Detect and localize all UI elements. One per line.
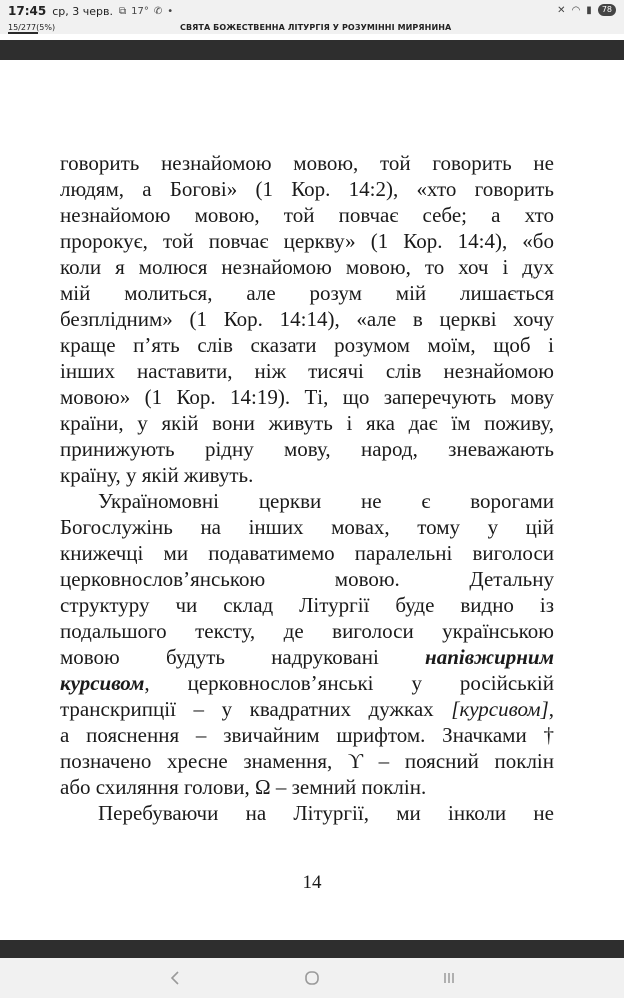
text-run: , церковнослов’янські у російській bbox=[144, 671, 554, 695]
text-line: мовою» (1 Кор. 14:19). Ті, що заперечують мову bbox=[60, 385, 554, 409]
text-line: безплідним» (1 Кор. 14:14), «але в церкві хочу bbox=[60, 307, 554, 331]
italic-text: [курсивом] bbox=[451, 697, 549, 721]
bold-italic-text: курсивом bbox=[60, 671, 145, 695]
text-line bbox=[60, 670, 554, 696]
text-run: , bbox=[548, 697, 554, 721]
bold-italic-text: напівжирним bbox=[425, 645, 554, 669]
home-circle-icon bbox=[304, 970, 320, 986]
text-run: транскрипції – у квадратних дужках bbox=[60, 697, 434, 721]
status-right bbox=[557, 4, 616, 16]
text-line: структуру чи склад Літургії буде видно із bbox=[60, 593, 554, 617]
text-line: краще п’ять слів сказати розумом моїм, щоб і bbox=[60, 333, 554, 357]
date: ср, 3 черв. bbox=[52, 4, 113, 18]
text-line: говорить незнайомою мовою, той говорить не bbox=[60, 151, 554, 175]
viber-icon: ✆ bbox=[153, 5, 163, 17]
text-line: а пояснення – звичайним шрифтом. Значками † bbox=[60, 723, 554, 747]
status-icons bbox=[119, 6, 173, 17]
reader-header bbox=[0, 22, 624, 34]
text-line: Україномовні церкви не є ворогами bbox=[98, 489, 554, 513]
text-line: незнайомою мовою, той повчає себе; а хто bbox=[60, 203, 554, 227]
page-top-edge bbox=[0, 40, 624, 60]
page-bottom-edge bbox=[0, 940, 624, 958]
navigation-bar bbox=[0, 958, 624, 998]
text-line: церковнослов’янською мовою. Детальну bbox=[60, 567, 554, 591]
home-button[interactable] bbox=[297, 968, 327, 988]
text-run: мовою будуть надруковані bbox=[60, 645, 379, 669]
paragraph-1 bbox=[60, 150, 554, 488]
text-line bbox=[60, 696, 554, 722]
paragraph-3 bbox=[60, 800, 554, 826]
text-line: країну, у якій живуть. bbox=[60, 463, 254, 487]
back-chevron-icon bbox=[170, 971, 180, 985]
text-line: Богослужінь на інших мовах, тому у цій bbox=[60, 515, 554, 539]
text-line: принижують рідну мову, народ, зневажають bbox=[60, 437, 554, 461]
text-line: позначено хресне знамення, ϒ – поясний поклін bbox=[60, 749, 554, 773]
clock: 17:45 bbox=[8, 4, 47, 18]
status-left bbox=[8, 4, 173, 18]
text-line bbox=[60, 644, 554, 670]
text-line: людям, а Богові» (1 Кор. 14:2), «хто говорить bbox=[60, 177, 554, 201]
text-line: подальшого тексту, де виголоси українською bbox=[60, 619, 554, 643]
page-content[interactable] bbox=[60, 150, 554, 826]
recents-lines-icon bbox=[442, 971, 456, 985]
book-title: СВЯТА БОЖЕСТВЕННА ЛІТУРГІЯ У РОЗУМІННІ МИРЯНИНА bbox=[180, 23, 452, 32]
text-line: Перебуваючи на Літургії, ми інколи не bbox=[98, 801, 554, 825]
mute-icon: ✕ bbox=[557, 4, 566, 16]
status-bar bbox=[0, 0, 624, 22]
notification-dot-icon: • bbox=[167, 5, 174, 17]
screenshot-icon: ⧉ bbox=[118, 5, 127, 17]
text-line: мій молиться, але розум мій лишається bbox=[60, 281, 554, 305]
paragraph-2 bbox=[60, 488, 554, 800]
text-line: інших наставити, ніж тисячі слів незнайомою bbox=[60, 359, 554, 383]
recents-button[interactable] bbox=[434, 968, 464, 988]
temperature: 17° bbox=[131, 5, 149, 17]
back-button[interactable] bbox=[160, 968, 190, 988]
page-indicator: 15/277(5%) bbox=[8, 23, 56, 32]
text-line: країни, у якій вони живуть і яка дає їм поживу, bbox=[60, 411, 554, 435]
reading-progress-bar bbox=[8, 32, 38, 34]
text-line: або схиляння голови, Ω – земний поклін. bbox=[60, 775, 427, 799]
text-line: коли я молюся незнайомою мовою, то хоч і дух bbox=[60, 255, 554, 279]
text-line: книжечці ми подаватимемо паралельні виголоси bbox=[60, 541, 554, 565]
signal-icon: ▮ bbox=[586, 4, 592, 16]
battery-icon: 78 bbox=[598, 4, 616, 16]
text-line: пророкує, той повчає церкву» (1 Кор. 14:4), «бо bbox=[60, 229, 554, 253]
page-number: 14 bbox=[302, 872, 322, 893]
wifi-icon: ◠ bbox=[571, 4, 581, 16]
